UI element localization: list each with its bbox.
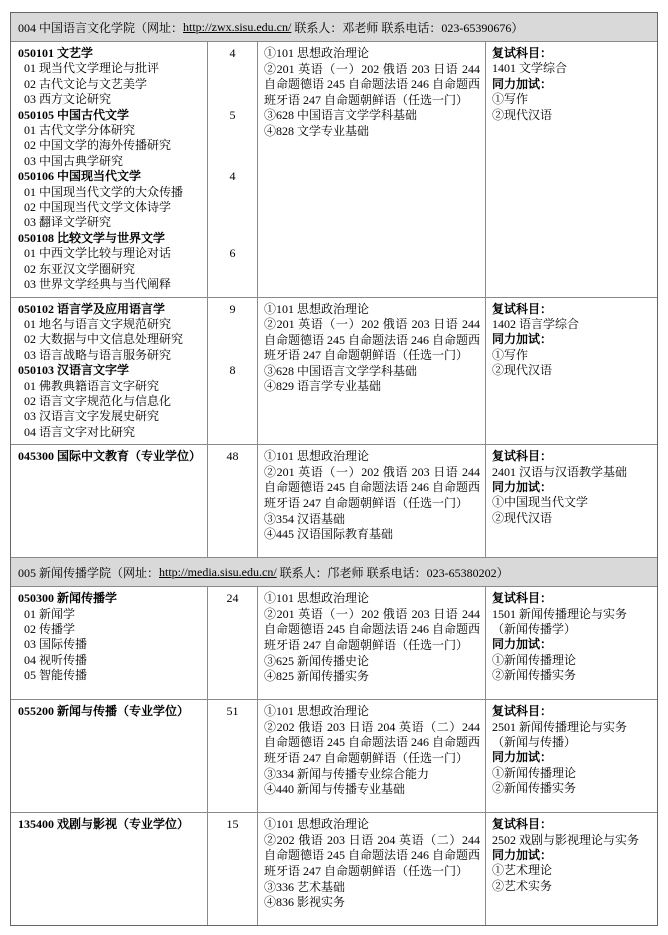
retest-label: 同力加试：: [492, 637, 553, 652]
research-direction: 03 汉语言文字发展史研究: [24, 409, 160, 424]
enrollment-count: 8: [229, 363, 236, 378]
enrollment-count: 5: [229, 107, 236, 122]
retest-cell: [485, 587, 655, 699]
program-name: 055200 新闻与传播（专业学位）: [18, 704, 190, 719]
college-url-link[interactable]: http://zwx.sisu.edu.cn/: [183, 19, 292, 34]
enrollment-spacer: [208, 77, 257, 92]
research-direction: 02 中国现当代文学文体诗学: [24, 200, 172, 215]
program-name: 050103 汉语言文字学: [18, 363, 130, 378]
research-direction: 01 中国现当代文学的大众传播: [24, 184, 184, 199]
exam-subject-item: ④440 新闻与传播专业基础: [264, 782, 406, 797]
research-direction: 02 古代文论与文艺美学: [24, 76, 148, 91]
exam-subject-item: ④836 影视实务: [264, 895, 346, 910]
exam-subject-item: ①101 思想政治理论: [264, 301, 370, 316]
retest-line: ①新闻传播理论: [492, 765, 577, 780]
retest-label: 复试科目：: [492, 704, 553, 719]
retest-line: ②新闻传播实务: [492, 668, 577, 683]
research-direction: 03 世界文学经典与当代阐释: [24, 277, 172, 292]
program-name: 050108 比较文学与世界文学: [18, 230, 166, 245]
exam-subject-item: ④828 文学专业基础: [264, 123, 370, 138]
retest-line: 2501 新闻传播理论与实务（新闻与传播）: [492, 719, 628, 749]
research-direction: 05 智能传播: [24, 668, 88, 683]
retest-line: 2502 戏剧与影视理论与实务: [492, 832, 640, 847]
program-row: [11, 298, 657, 446]
enrollment-spacer: [208, 409, 257, 424]
enrollment-cell: [207, 445, 257, 557]
retest-cell: [485, 42, 655, 297]
enrollment-cell: [207, 42, 257, 297]
enrollment-spacer: [208, 215, 257, 230]
exam-subject-item: ③334 新闻与传播专业综合能力: [264, 766, 430, 781]
exam-subject-item: ②201 英语（一）202 俄语 203 日语 244 自命题德语 245 自命题法语 246 自命题西班牙语 247 自命题朝鲜语（任选一门）: [264, 61, 481, 107]
enrollment-spacer: [208, 277, 257, 292]
enrollment-spacer: [208, 123, 257, 138]
enrollment-spacer: [208, 607, 257, 622]
retest-line: 1402 语言学综合: [492, 316, 580, 331]
programs-cell: [11, 42, 207, 297]
programs-cell: [11, 700, 207, 812]
exam-subject-item: ①101 思想政治理论: [264, 817, 370, 832]
retest-line: ①艺术理论: [492, 863, 553, 878]
exam-subjects-cell: [257, 445, 485, 557]
retest-cell: [485, 700, 655, 812]
retest-line: ②现代汉语: [492, 363, 553, 378]
section-header-contact: 联系人：邝老师 联系电话：023-65380202）: [276, 565, 509, 580]
section-header: [11, 13, 657, 42]
enrollment-cell: [207, 813, 257, 925]
retest-label: 复试科目：: [492, 46, 553, 60]
enrollment-spacer: [208, 200, 257, 215]
exam-subject-item: ①101 思想政治理论: [264, 449, 370, 464]
retest-label: 复试科目：: [492, 301, 553, 316]
program-row: [11, 700, 657, 813]
research-direction: 04 视听传播: [24, 652, 88, 667]
exam-subjects-cell: [257, 700, 485, 812]
retest-line: ①写作: [492, 92, 529, 107]
exam-subjects-cell: [257, 42, 485, 297]
enrollment-spacer: [208, 348, 257, 363]
enrollment-cell: [207, 587, 257, 699]
research-direction: 03 西方文论研究: [24, 92, 112, 107]
enrollment-count: 24: [226, 591, 239, 606]
exam-subject-item: ②201 英语（一）202 俄语 203 日语 244 自命题德语 245 自命题法语 246 自命题西班牙语 247 自命题朝鲜语（任选一门）: [264, 464, 481, 510]
program-row: [11, 587, 657, 700]
enrollment-count: 51: [226, 704, 239, 719]
research-direction: 01 地名与语言文字规范研究: [24, 316, 172, 331]
enrollment-spacer: [208, 61, 257, 76]
exam-subject-item: ④825 新闻传播实务: [264, 669, 370, 684]
research-direction: 01 古代文学分体研究: [24, 123, 136, 138]
enrollment-spacer: [208, 138, 257, 153]
enrollment-spacer: [208, 622, 257, 637]
enrollment-spacer: [208, 653, 257, 668]
retest-line: ②新闻传播实务: [492, 781, 577, 796]
retest-line: ①新闻传播理论: [492, 652, 577, 667]
section-header: [11, 558, 657, 587]
retest-label: 复试科目：: [492, 591, 553, 606]
exam-subject-item: ①101 思想政治理论: [264, 704, 370, 719]
retest-label: 同力加试：: [492, 750, 553, 765]
retest-cell: [485, 813, 655, 925]
retest-label: 同力加试：: [492, 479, 553, 494]
section-header-prefix: 004 中国语言文化学院（网址：: [18, 20, 184, 35]
enrollment-spacer: [208, 394, 257, 409]
programs-cell: [11, 445, 207, 557]
enrollment-spacer: [208, 332, 257, 347]
research-direction: 02 东亚汉文学圈研究: [24, 261, 136, 276]
research-direction: 01 现当代文学理论与批评: [24, 61, 160, 76]
exam-subject-item: ③336 艺术基础: [264, 879, 346, 894]
exam-subject-item: ③628 中国语言文学学科基础: [264, 363, 418, 378]
exam-subjects-cell: [257, 587, 485, 699]
exam-subject-item: ③354 汉语基础: [264, 511, 346, 526]
programs-cell: [11, 298, 207, 445]
exam-subject-item: ②202 俄语 203 日语 204 英语（二）244 自命题德语 245 自命题法语 246 自命题西班牙语 247 自命题朝鲜语（任选一门）: [264, 719, 481, 765]
retest-cell: [485, 445, 655, 557]
programs-cell: [11, 813, 207, 925]
admissions-table: [10, 12, 658, 926]
research-direction: 03 翻译文学研究: [24, 215, 112, 230]
retest-line: 1501 新闻传播理论与实务（新闻传播学）: [492, 606, 628, 636]
research-direction: 02 中国文学的海外传播研究: [24, 138, 172, 153]
enrollment-spacer: [208, 262, 257, 277]
enrollment-count: 15: [226, 817, 239, 832]
research-direction: 03 国际传播: [24, 637, 88, 652]
enrollment-cell: [207, 298, 257, 445]
exam-subject-item: ②201 英语（一）202 俄语 203 日语 244 自命题德语 245 自命题法语 246 自命题西班牙语 247 自命题朝鲜语（任选一门）: [264, 606, 481, 652]
exam-subject-item: ④829 语言学专业基础: [264, 379, 382, 394]
research-direction: 01 新闻学: [24, 606, 76, 621]
program-name: 050102 语言学及应用语言学: [18, 301, 166, 316]
enrollment-spacer: [208, 668, 257, 683]
enrollment-count: 9: [229, 301, 236, 316]
research-direction: 02 语言文字规范化与信息化: [24, 393, 172, 408]
enrollment-spacer: [208, 92, 257, 107]
program-name: 050105 中国古代文学: [18, 107, 130, 122]
retest-cell: [485, 298, 655, 445]
exam-subject-item: ①101 思想政治理论: [264, 46, 370, 60]
retest-line: 1401 文学综合: [492, 61, 568, 76]
programs-cell: [11, 587, 207, 699]
enrollment-count: 48: [226, 449, 239, 464]
exam-subject-item: ②202 俄语 203 日语 204 英语（二）244 自命题德语 245 自命题法语 246 自命题西班牙语 247 自命题朝鲜语（任选一门）: [264, 832, 481, 878]
research-direction: 01 佛教典籍语言文字研究: [24, 378, 160, 393]
enrollment-count: 6: [229, 246, 236, 261]
section-header-contact: 联系人：邓老师 联系电话：023-65390676）: [291, 20, 524, 35]
program-row: [11, 42, 657, 298]
enrollment-count: 4: [229, 46, 236, 60]
program-name: 045300 国际中文教育（专业学位）: [18, 449, 202, 464]
enrollment-spacer: [208, 231, 257, 246]
college-url-link[interactable]: http://media.sisu.edu.cn/: [159, 564, 277, 579]
enrollment-spacer: [208, 378, 257, 393]
retest-line: ①中国现当代文学: [492, 495, 589, 510]
section-header-prefix: 005 新闻传播学院（网址：: [18, 565, 160, 580]
exam-subject-item: ③625 新闻传播史论: [264, 653, 370, 668]
exam-subjects-cell: [257, 813, 485, 925]
retest-line: ②现代汉语: [492, 107, 553, 122]
program-name: 050300 新闻传播学: [18, 591, 118, 606]
enrollment-spacer: [208, 185, 257, 200]
retest-line: ①写作: [492, 347, 529, 362]
retest-line: 2401 汉语与汉语教学基础: [492, 464, 628, 479]
retest-label: 同力加试：: [492, 332, 553, 347]
enrollment-spacer: [208, 317, 257, 332]
exam-subjects-cell: [257, 298, 485, 445]
exam-subject-item: ③628 中国语言文学学科基础: [264, 108, 418, 123]
retest-label: 复试科目：: [492, 817, 553, 832]
research-direction: 03 中国古典学研究: [24, 153, 124, 168]
program-row: [11, 813, 657, 925]
program-name: 050101 文艺学: [18, 46, 94, 60]
research-direction: 03 语言战略与语言服务研究: [24, 347, 172, 362]
retest-label: 同力加试：: [492, 847, 553, 862]
enrollment-cell: [207, 700, 257, 812]
research-direction: 02 大数据与中文信息处理研究: [24, 332, 184, 347]
enrollment-spacer: [208, 637, 257, 652]
exam-subject-item: ①101 思想政治理论: [264, 591, 370, 606]
research-direction: 04 语言文字对比研究: [24, 424, 136, 439]
program-name: 050106 中国现当代文学: [18, 169, 142, 184]
exam-subject-item: ②201 英语（一）202 俄语 203 日语 244 自命题德语 245 自命题法语 246 自命题西班牙语 247 自命题朝鲜语（任选一门）: [264, 317, 481, 363]
enrollment-spacer: [208, 154, 257, 169]
retest-line: ②现代汉语: [492, 510, 553, 525]
enrollment-spacer: [208, 425, 257, 440]
program-row: [11, 445, 657, 558]
program-name: 135400 戏剧与影视（专业学位）: [18, 817, 190, 832]
retest-line: ②艺术实务: [492, 878, 553, 893]
exam-subject-item: ④445 汉语国际教育基础: [264, 527, 394, 542]
research-direction: 02 传播学: [24, 621, 76, 636]
retest-label: 复试科目：: [492, 449, 553, 464]
enrollment-count: 4: [229, 169, 236, 184]
retest-label: 同力加试：: [492, 76, 553, 91]
research-direction: 01 中西文学比较与理论对话: [24, 246, 172, 261]
